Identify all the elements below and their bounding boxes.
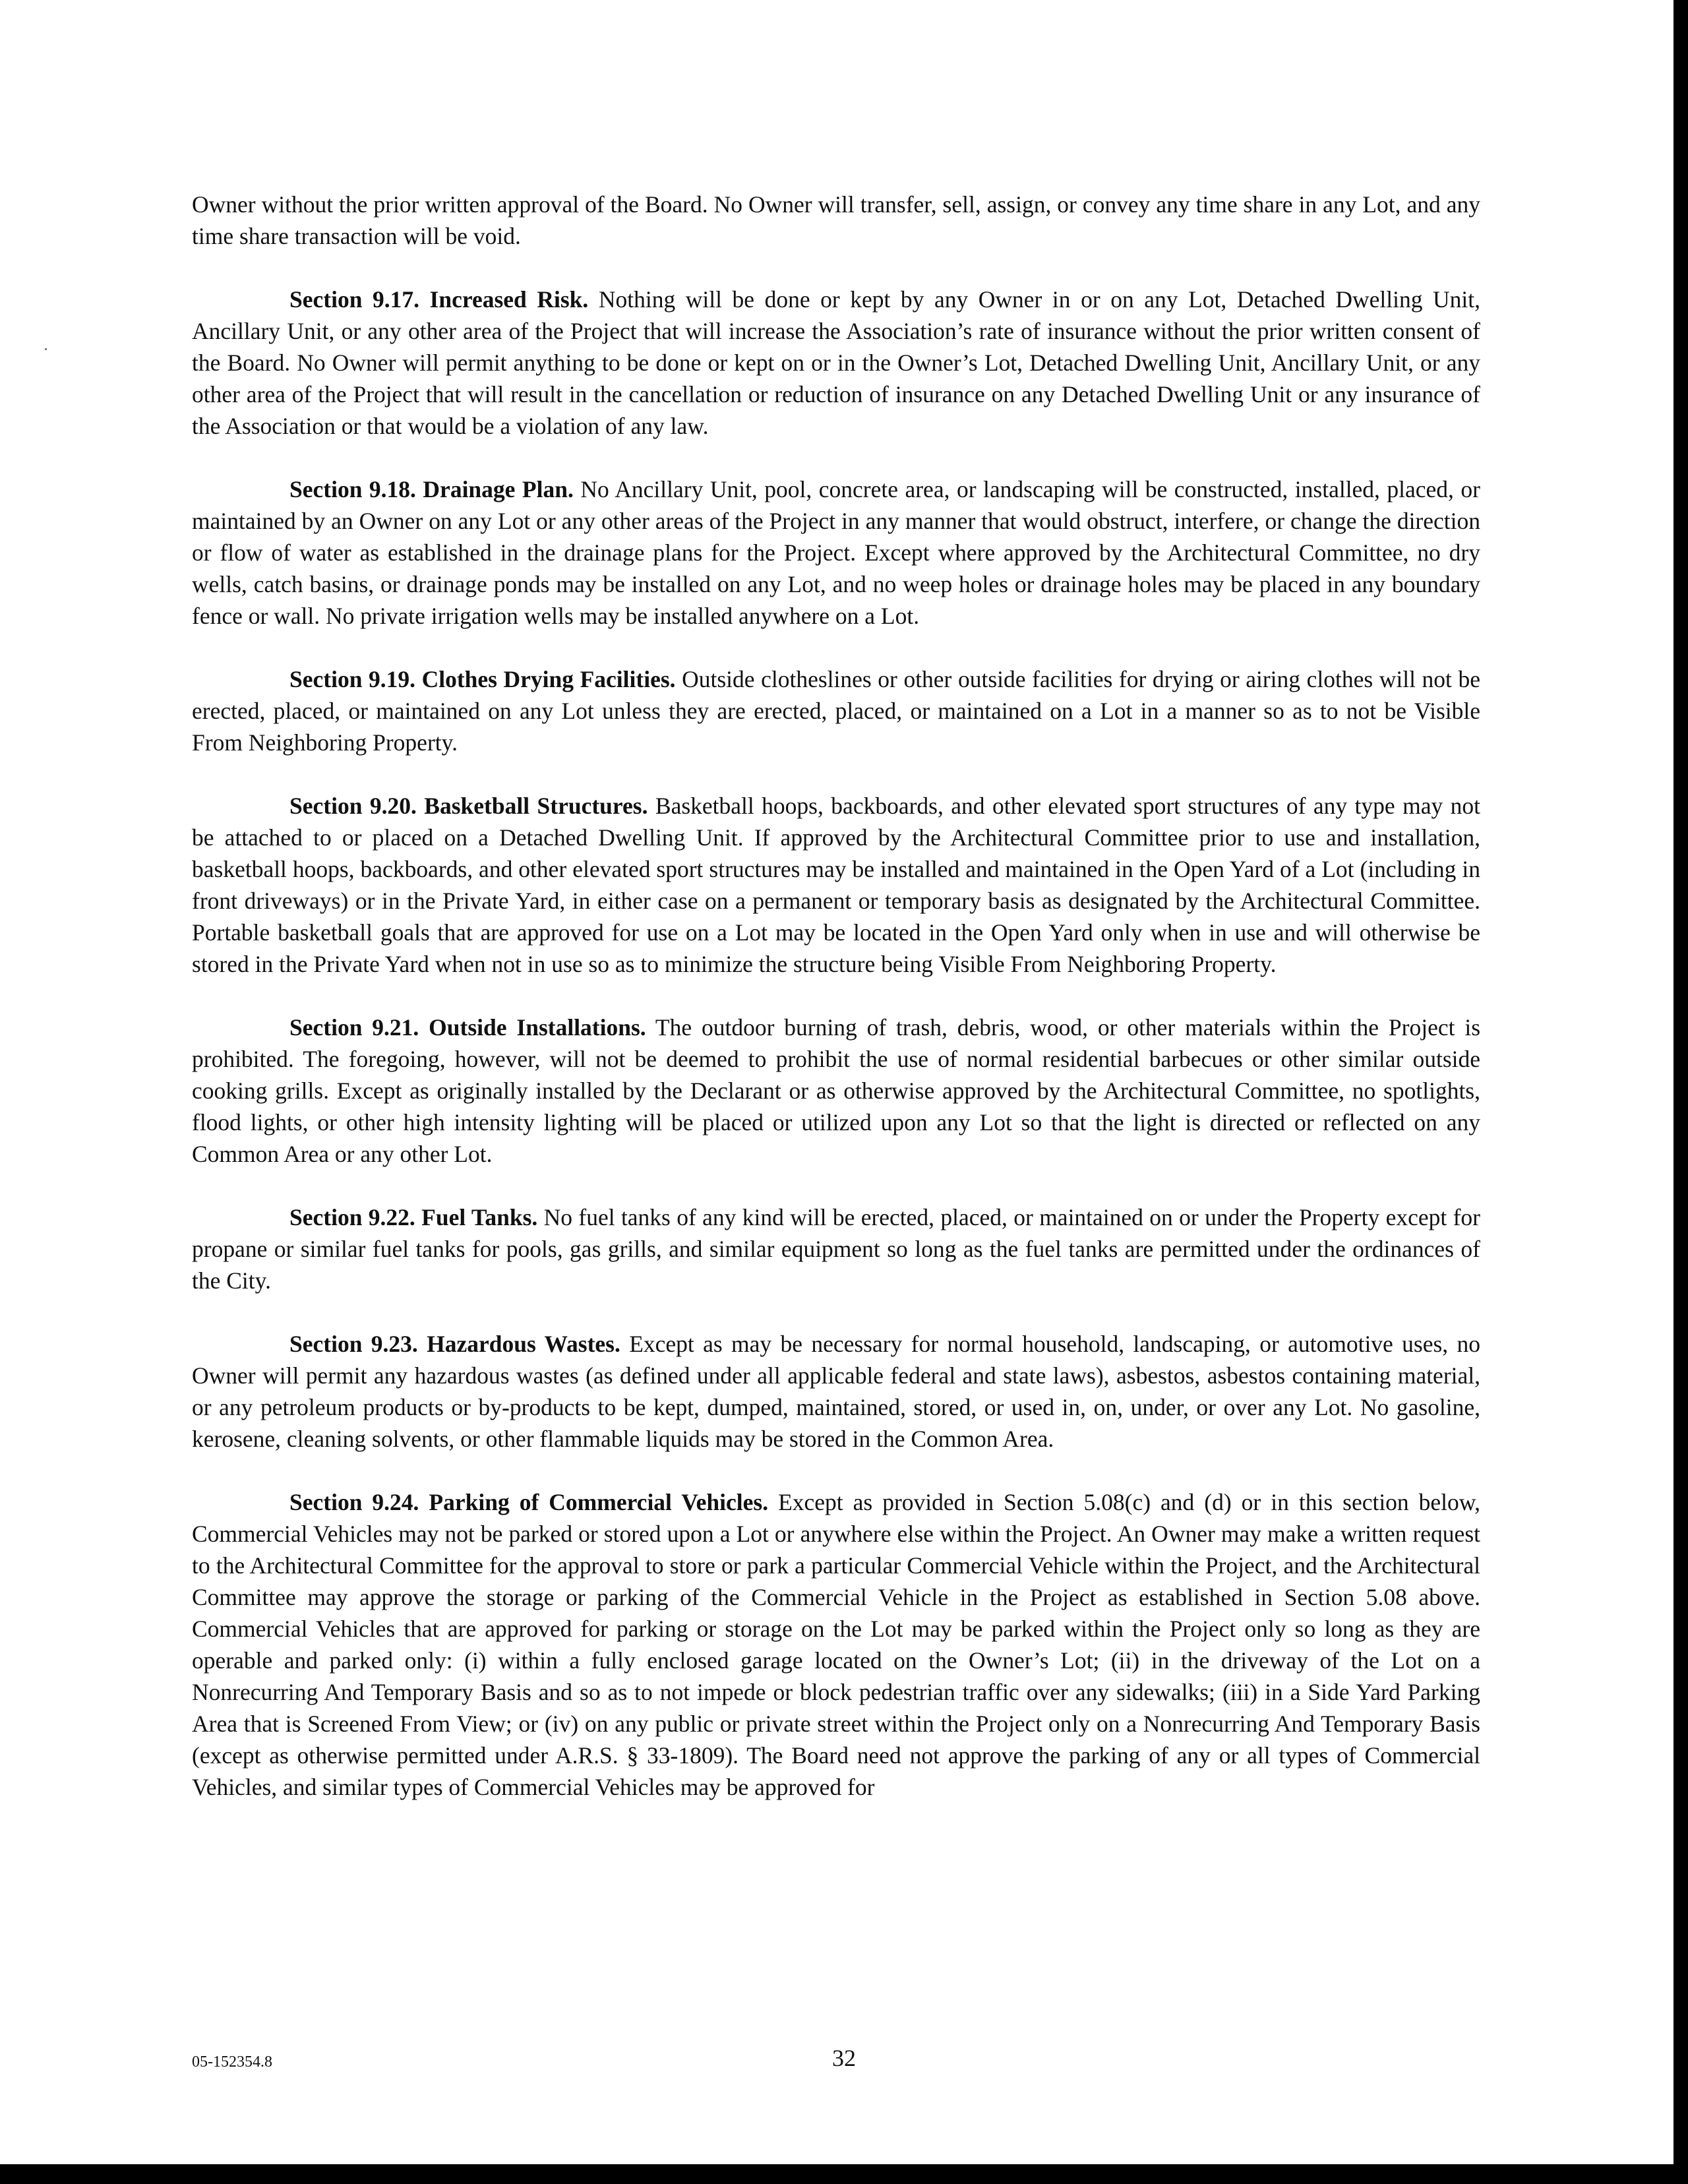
section-heading: Section 9.23. Hazardous Wastes. bbox=[289, 1331, 620, 1357]
section-heading: Section 9.24. Parking of Commercial Vehicles. bbox=[289, 1489, 769, 1515]
section-9-17 bbox=[192, 284, 1480, 442]
section-heading: Section 9.18. Drainage Plan. bbox=[289, 476, 574, 502]
section-body: Nothing will be done or kept by any Owner in or on any Lot, Detached Dwelling Unit, Ancillary Unit, or any other area of the Project that will increase the Association’s rate of insurance without the prior written consent of the Board. No Owner will permit anything to be done or kept on or in the Owner’s Lot, Detached Dwelling Unit, Ancillary Unit, or any other area of the Project that will result in the cancellation or reduction of insurance on any Detached Dwelling Unit or any insurance of the Association or that would be a violation of any law. bbox=[192, 286, 1481, 439]
scan-edge-right bbox=[1673, 0, 1688, 2184]
section-9-19 bbox=[192, 663, 1480, 758]
section-body: Outside clotheslines or other outside facilities for drying or airing clothes will not be erected, placed, or maintained on any Lot unless they are erected, placed, or maintained on a Lot in a manner so as to not be Visible From Neighboring Property. bbox=[192, 666, 1480, 756]
section-heading: Section 9.20. Basketball Structures. bbox=[289, 793, 648, 819]
continuation-paragraph: Owner without the prior written approval of the Board. No Owner will transfer, sell, assign, or convey any time share in any Lot, and any time share transaction will be void. bbox=[192, 191, 1480, 249]
section-9-18 bbox=[192, 473, 1480, 632]
section-body: Basketball hoops, backboards, and other elevated sport structures of any type may not be attached to or placed on a Detached Dwelling Unit. If approved by the Architectural Committee prior to use and installation, basketball hoops, backboards, and other elevated sport structures may be installed and maintained in the Open Yard of a Lot (including in front driveways) or in the Private Yard, in either case on a permanent or temporary basis as designated by the Architectural Committee. Portable basketball goals that are approved for use on a Lot may be located in the Open Yard only when in use and will otherwise be stored in the Private Yard when not in use so as to minimize the structure being Visible From Neighboring Property. bbox=[192, 793, 1481, 977]
scan-edge-bottom bbox=[0, 2164, 1688, 2184]
section-9-21 bbox=[192, 1012, 1480, 1170]
section-9-23 bbox=[192, 1328, 1480, 1455]
document-id: 05-152354.8 bbox=[192, 2053, 272, 2071]
scan-speck bbox=[45, 348, 47, 350]
section-body: Except as provided in Section 5.08(c) and (d) or in this section below, Commercial Vehicles may not be parked or stored upon a Lot or anywhere else within the Project. An Owner may make a written request to the Architectural Committee for the approval to store or park a particular Commercial Vehicle within the Project, and the Architectural Committee may approve the storage or parking of the Commercial Vehicle in the Project as established in Section 5.08 above. Commercial Vehicles that are approved for parking or storage on the Lot may be parked within the Project only so long as they are operable and parked only: (i) within a fully enclosed garage located on the Owner’s Lot; (ii) in the driveway of the Lot on a Nonrecurring And Temporary Basis and so as to not impede or block pedestrian traffic over any sidewalks; (iii) in a Side Yard Parking Area that is Screened From View; or (iv) on any public or private street within the Project only on a Nonrecurring And Temporary Basis (except as otherwise permitted under A.R.S. § 33-1809). The Board need not approve the parking of any or all types of Commercial Vehicles, and similar types of Commercial Vehicles may be approved for bbox=[192, 1489, 1481, 1800]
section-9-22 bbox=[192, 1201, 1480, 1296]
page-number: 32 bbox=[832, 2045, 856, 2071]
section-9-20 bbox=[192, 790, 1480, 980]
section-heading: Section 9.19. Clothes Drying Facilities. bbox=[289, 666, 676, 692]
section-body: Except as may be necessary for normal household, landscaping, or automotive uses, no Owner will permit any hazardous wastes (as defined under all applicable federal and state laws), asbestos, asbestos containing material, or any petroleum products or by-products to be kept, dumped, maintained, stored, or used in, on, under, or over any Lot. No gasoline, kerosene, cleaning solvents, or other flammable liquids may be stored in the Common Area. bbox=[192, 1331, 1481, 1452]
section-heading: Section 9.17. Increased Risk. bbox=[289, 286, 589, 313]
section-heading: Section 9.21. Outside Installations. bbox=[289, 1014, 646, 1041]
section-body: No Ancillary Unit, pool, concrete area, or landscaping will be constructed, installed, placed, or maintained by an Owner on any Lot or any other areas of the Project in any manner that would obstruct, interfere, or change the direction or flow of water as established in the drainage plans for the Project. Except where approved by the Architectural Committee, no dry wells, catch basins, or drainage ponds may be installed on any Lot, and no weep holes or drainage holes may be placed in any boundary fence or wall. No private irrigation wells may be installed anywhere on a Lot. bbox=[192, 476, 1480, 629]
section-body: No fuel tanks of any kind will be erected, placed, or maintained on or under the Property except for propane or similar fuel tanks for pools, gas grills, and similar equipment so long as the fuel tanks are permitted under the ordinances of the City. bbox=[192, 1204, 1480, 1294]
section-body: The outdoor burning of trash, debris, wood, or other materials within the Project is prohibited. The foregoing, however, will not be deemed to prohibit the use of normal residential barbecues or other similar outside cooking grills. Except as originally installed by the Declarant or as otherwise approved by the Architectural Committee, no spotlights, flood lights, or other high intensity lighting will be placed or utilized upon any Lot so that the light is directed or reflected on any Common Area or any other Lot. bbox=[192, 1014, 1481, 1167]
section-heading: Section 9.22. Fuel Tanks. bbox=[289, 1204, 538, 1230]
section-9-24 bbox=[192, 1486, 1480, 1803]
document-body bbox=[192, 189, 1480, 1835]
